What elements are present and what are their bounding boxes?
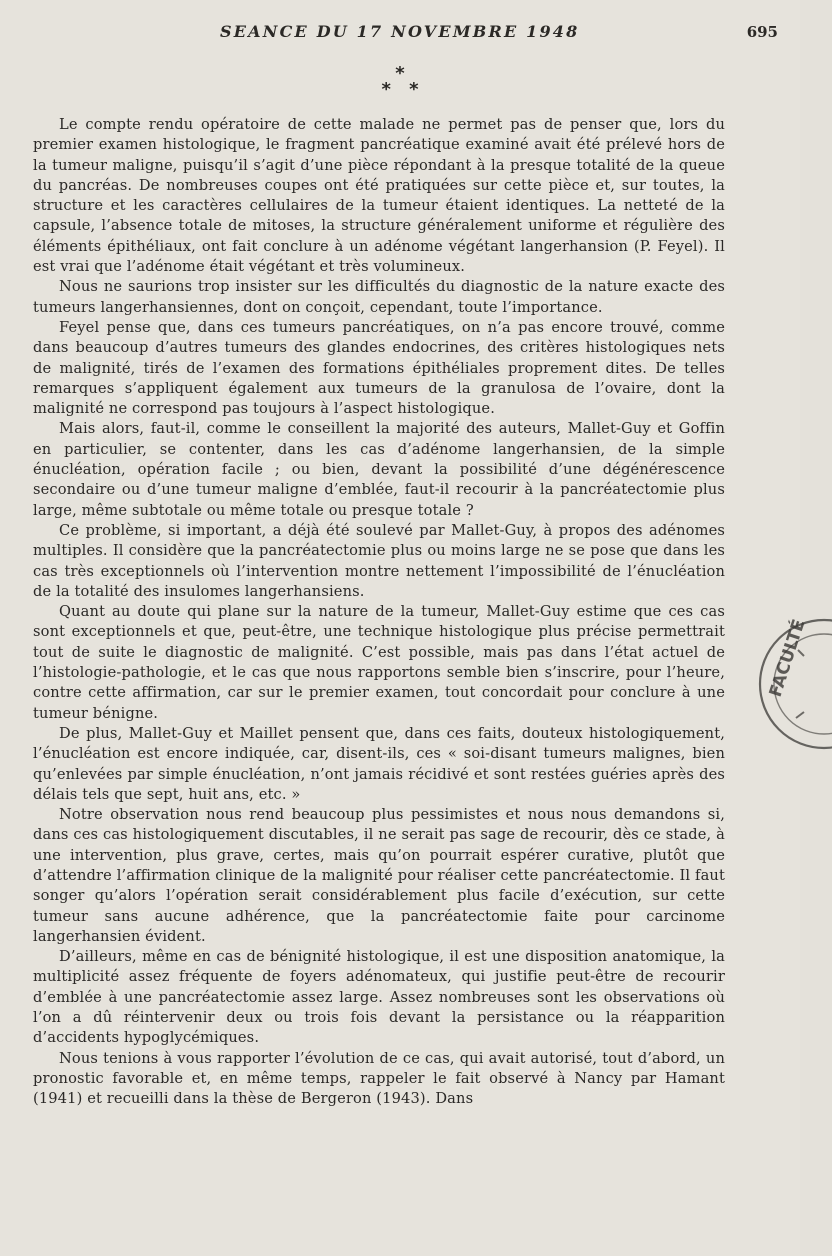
asterism-top: *: [395, 63, 405, 84]
svg-text:FACULTÉ: FACULTÉ: [765, 616, 810, 700]
running-head: SEANCE DU 17 NOVEMBRE 1948: [220, 22, 580, 41]
paragraph: Quant au doute qui plane sur la nature de la tumeur, Mallet-Guy estime que ces cas sont exceptionnels et que, peut-être, une technique histologique plus précise permettrait tout de suite le diagnostic de malignité. C’est possible, mais pas dans l’état actuel de l’histologie-pathologie, et le cas que nous rapportons semble bien s’inscrire, pour l’heure, contre cette affirmation, car sur le premier examen, tout concordait pour conclure à une tumeur bénigne.: [33, 603, 725, 722]
asterism-bottom: * *: [381, 79, 425, 100]
paragraph: Mais alors, faut-il, comme le conseillent la majorité des auteurs, Mallet-Guy et Goffin en particulier, se contenter, dans les cas d’adénome langerhansien, de la simple énucléation, opération facile ; ou bien, devant la possibilité d’une dégénérescence secondaire ou d’une tumeur maligne d’emblée, faut-il recourir à la pancréatectomie plus large, même subtotale ou même totale ou presque totale ?: [33, 420, 725, 519]
paragraph: D’ailleurs, même en cas de bénignité histologique, il est une disposition anatomique, la multiplicité assez fréquente de foyers adénomateux, qui justifie peut-être de recourir d’emblée à une pancréatectomie assez large. Assez nombreuses sont les observations où l’on a dû réintervenir deux ou trois fois devant la persistance ou la réapparition d’accidents hypoglycémiques.: [33, 948, 725, 1047]
body-text: [33, 115, 725, 1110]
asterism-divider: [0, 63, 800, 100]
page-number: 695: [746, 23, 778, 41]
paragraph: De plus, Mallet-Guy et Maillet pensent que, dans ces faits, douteux histologiquement, l’énucléation est encore indiquée, car, disent-ils, ces « soi-disant tumeurs malignes, bien qu’enlevées par simple énucléation, n’ont jamais récidivé et sont restées guéries après des délais tels que sept, huit ans, etc. »: [33, 724, 725, 803]
library-stamp: [752, 598, 832, 770]
paragraph: Ce problème, si important, a déjà été soulevé par Mallet-Guy, à propos des adénomes multiples. Il considère que la pancréatectomie plus ou moins large ne se pose que dans les cas très exceptionnels où l’intervention montre nettement l’impossibilité de l’énucléation de la totalité des insulomes langerhansiens.: [33, 521, 725, 600]
paragraph: Notre observation nous rend beaucoup plus pessimistes et nous nous demandons si, dans ces cas histologiquement discutables, il ne serait pas sage de recourir, dès ce stade, à une intervention, plus grave, certes, mais qu’on pourrait espérer curative, plutôt que d’attendre l’affirmation clinique de la malignité pour réaliser cette pancréatectomie. Il faut songer qu’alors l’opération serait considérablement plus facile d’exécution, sur cette tumeur sans aucune adhérence, que la pancréatectomie faite pour carcinome langerhansien évident.: [33, 806, 725, 945]
paragraph: Nous tenions à vous rapporter l’évolution de ce cas, qui avait autorisé, tout d’abord, un pronostic favorable et, en même temps, rappeler le fait observé à Nancy par Hamant (1941) et recueilli dans la thèse de Bergeron (1943). Dans: [33, 1049, 725, 1108]
paragraph: Le compte rendu opératoire de cette malade ne permet pas de penser que, lors du premier examen histologique, le fragment pancréatique examiné avait été prélevé hors de la tumeur maligne, puisqu’il s’agit d’une pièce répondant à la presque totalité de la queue du pancréas. De nombreuses coupes ont été pratiquées sur cette pièce et, sur toutes, la structure et les caractères cellulaires de la tumeur étaient identiques. La netteté de la capsule, l’absence totale de mitoses, la structure généralement uniforme et régulière des éléments épithéliaux, ont fait conclure à un adénome végétant langerhansion (P. Feyel). Il est vrai que l’adénome était végétant et très volumineux.: [33, 116, 725, 276]
paragraph: Nous ne saurions trop insister sur les difficultés du diagnostic de la nature exacte des tumeurs langerhansiennes, dont on conçoit, cependant, toute l’importance.: [33, 278, 725, 316]
paragraph: Feyel pense que, dans ces tumeurs pancréatiques, on n’a pas encore trouvé, comme dans beaucoup d’autres tumeurs des glandes endocrines, des critères histologiques nets de malignité, tirés de l’examen des formations épithéliales proprement dites. De telles remarques s’appliquent également aux tumeurs de la granulosa de l’ovaire, dont la malignité ne correspond pas toujours à l’aspect histologique.: [33, 318, 725, 418]
